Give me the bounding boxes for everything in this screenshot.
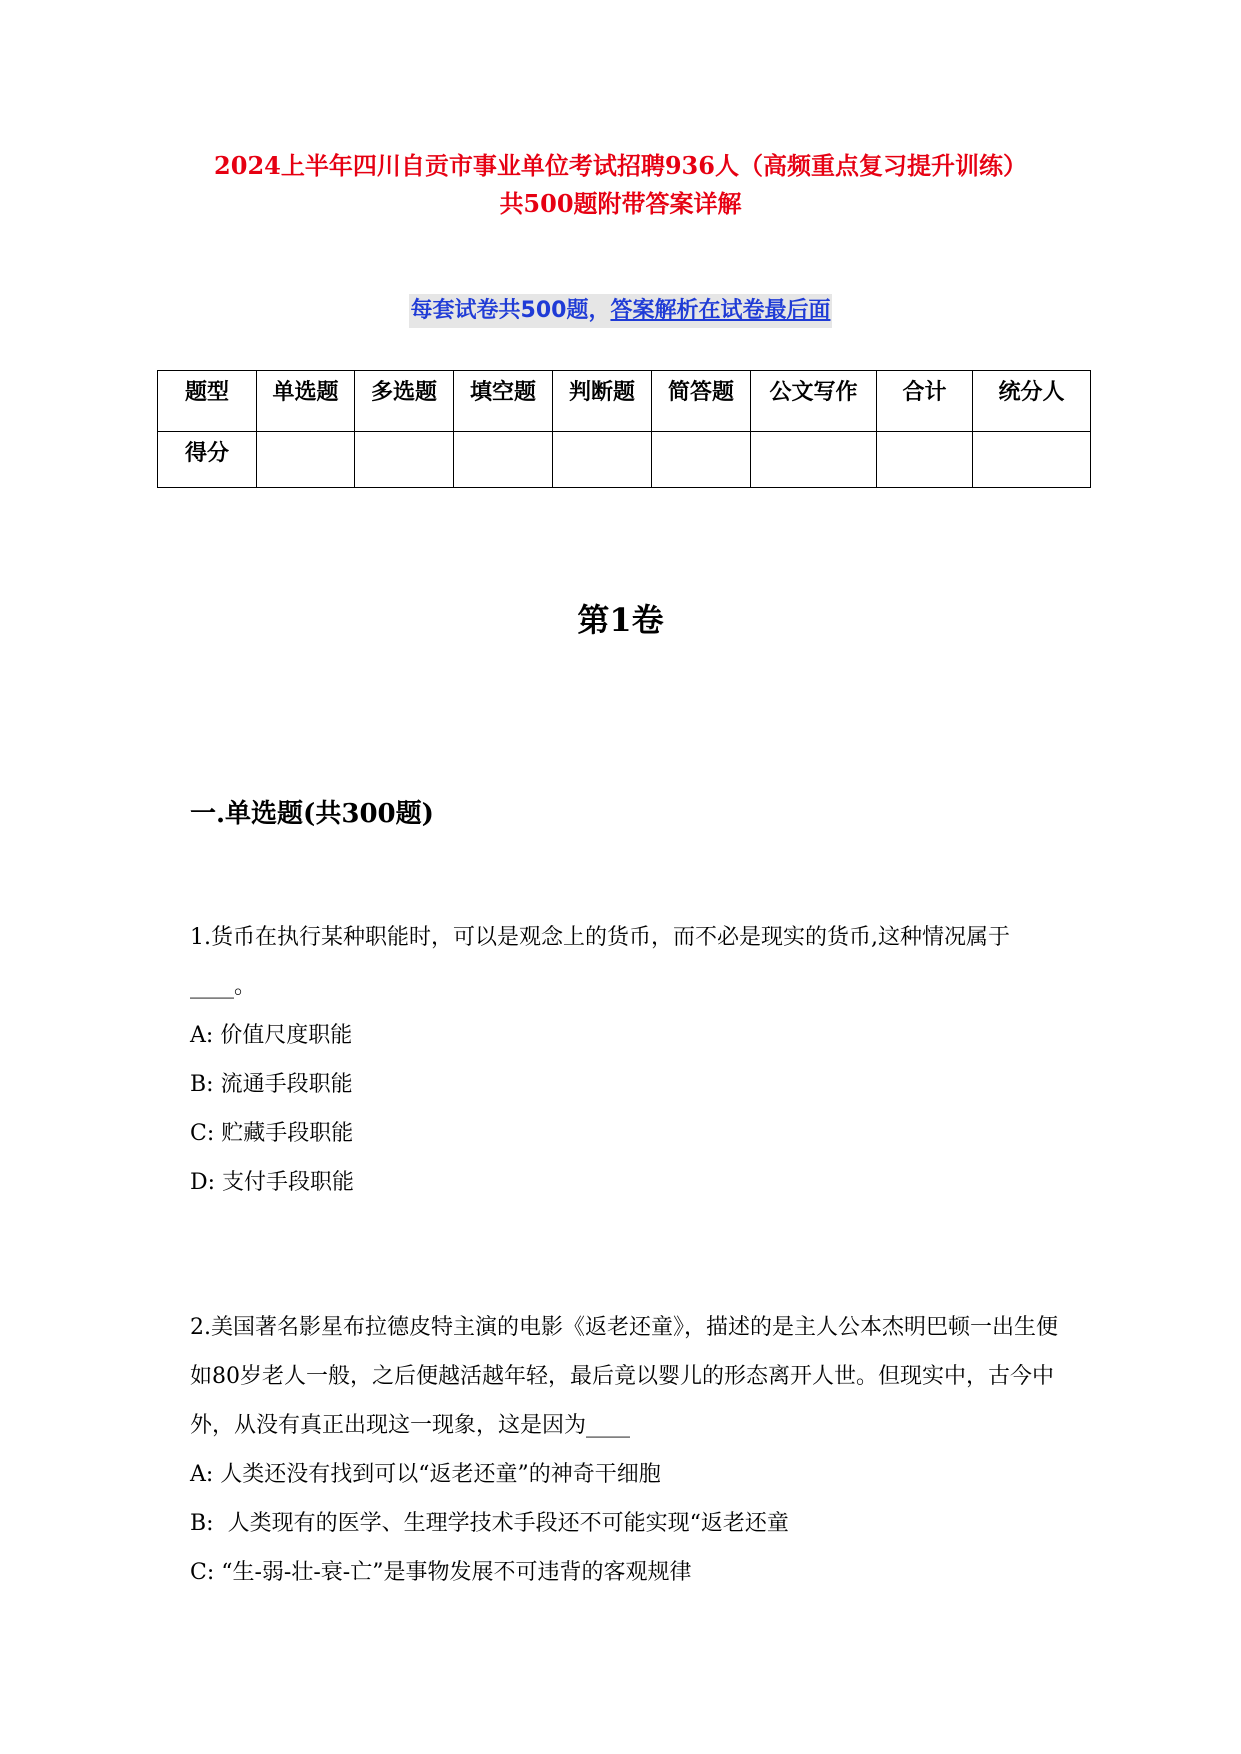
volume-title: 第1卷 <box>577 601 664 639</box>
score-cell <box>751 432 877 488</box>
subtitle-link-text: 答案解析在试卷最后面 <box>610 298 831 323</box>
score-cell <box>973 432 1091 488</box>
score-cell <box>355 432 454 488</box>
score-cell <box>553 432 652 488</box>
option-c: C: “生-弱-壮-衰-亡”是事物发展不可违背的客观规律 <box>190 1560 692 1585</box>
question-1 <box>190 913 1070 1207</box>
score-cell <box>454 432 553 488</box>
score-label-cell: 得分 <box>158 432 257 488</box>
option-b: B: 流通手段职能 <box>190 1072 353 1097</box>
option-a: A: 人类还没有找到可以“返老还童”的神奇干细胞 <box>190 1462 661 1487</box>
header-cell: 公文写作 <box>751 371 877 432</box>
score-table <box>157 370 1091 488</box>
question-stem: 1.货币在执行某种职能时，可以是观念上的货币，而不必是现实的货币,这种情况属于____。 <box>190 925 1010 999</box>
section-title: 一.单选题(共300题) <box>190 799 434 829</box>
option-c: C: 贮藏手段职能 <box>190 1121 354 1146</box>
header-cell: 填空题 <box>454 371 553 432</box>
header-cell: 统分人 <box>973 371 1091 432</box>
header-cell: 单选题 <box>257 371 355 432</box>
header-cell: 判断题 <box>553 371 652 432</box>
subtitle <box>0 294 1241 328</box>
header-cell: 合计 <box>877 371 973 432</box>
subtitle-text: 每套试卷共500题， <box>410 298 611 323</box>
header-cell: 简答题 <box>652 371 751 432</box>
score-cell <box>257 432 355 488</box>
header-cell: 题型 <box>158 371 257 432</box>
subtitle-highlight <box>409 294 833 328</box>
score-table-header-row <box>158 371 1091 432</box>
option-b: B: 人类现有的医学、生理学技术手段还不可能实现“返老还童 <box>190 1511 789 1536</box>
document-title-line1: 2024上半年四川自贡市事业单位考试招聘936人（高频重点复习提升训练） <box>214 151 1027 180</box>
option-a: A: 价值尺度职能 <box>190 1023 353 1048</box>
question-2 <box>190 1303 1070 1597</box>
score-cell <box>652 432 751 488</box>
score-cell <box>877 432 973 488</box>
option-d: D: 支付手段职能 <box>190 1170 355 1195</box>
header-cell: 多选题 <box>355 371 454 432</box>
score-table-score-row <box>158 432 1091 488</box>
question-stem: 2.美国著名影星布拉德皮特主演的电影《返老还童》，描述的是主人公本杰明巴顿一出生便如80岁老人一般，之后便越活越年轻，最后竟以婴儿的形态离开人世。但现实中，古今中外，从没有真正出现这一现象，这是因为____ <box>190 1315 1058 1438</box>
document-title-line2: 共500题附带答案详解 <box>499 189 742 218</box>
